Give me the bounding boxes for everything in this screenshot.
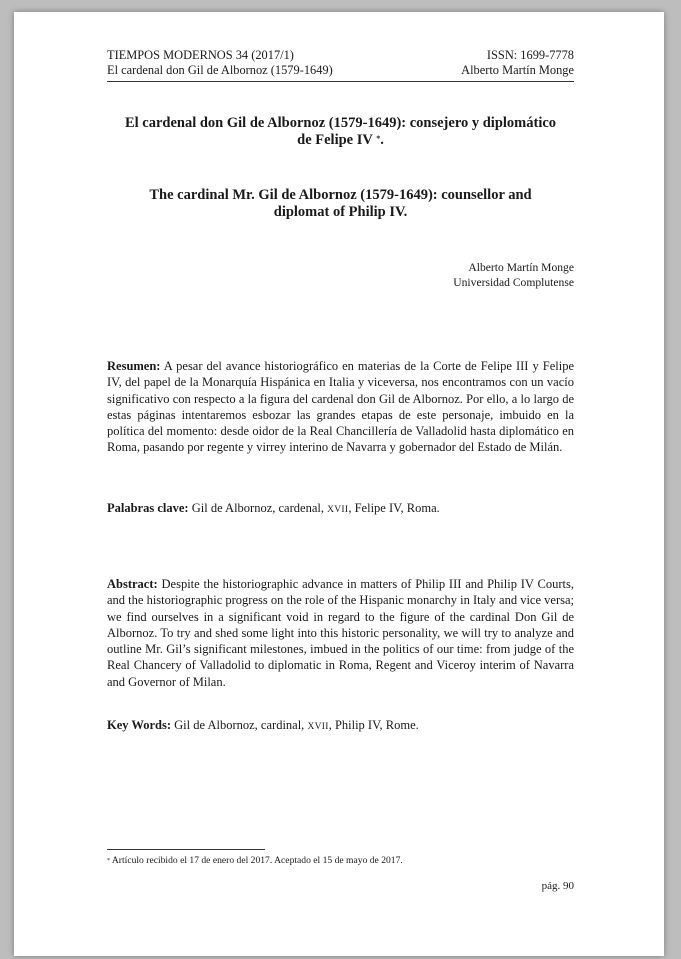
title-english-line1: The cardinal Mr. Gil de Albornoz (1579-1649): counsellor and (149, 187, 532, 203)
journal-name: TIEMPOS MODERNOS 34 (2017/1) (107, 48, 294, 62)
page-number: pág. 90 (541, 880, 574, 892)
author-affiliation: Universidad Complutense (453, 276, 574, 289)
resumen-paragraph (107, 358, 574, 456)
author-name: Alberto Martín Monge (468, 261, 574, 274)
issn: ISSN: 1699-7778 (486, 48, 574, 62)
title-spanish-line2: de Felipe IV *. (297, 132, 384, 148)
footnote-rule (107, 849, 265, 850)
palabras-century: XVII (327, 505, 349, 515)
author-block (107, 260, 574, 290)
resumen-text: A pesar del avance historiográfico en materias de la Corte de Felipe III y Felipe IV, del papel de la Monarquía Hispánica en Italia y viceversa, nos encontramos con un vacío significativo con respecto a la figura del cardenal don Gil de Albornoz. Por ello, a lo largo de estas páginas intentaremos esbozar las grandes etapas de este personaje, imbuido en la política del momento: desde oidor de la Real Chancillería de Valladolid hasta diplomático en Roma, pasando por regente y virrey interino de Navarra y gobernador del Estado de Milán. (107, 359, 574, 455)
keywords-label: Key Words: (107, 718, 172, 732)
header-rule (107, 81, 574, 82)
key-words (107, 717, 574, 735)
running-author: Alberto Martín Monge (461, 63, 574, 77)
abstract-text: Despite the historiographic advance in matters of Philip III and Philip IV Courts, and the historiographic progress on the role of the Hispanic monarchy in Italy and vice versa; we find ourselves in a significant void in regard to the figure of the cardinal Don Gil de Albornoz. To try and shed some light into this historic personality, we will try to analyze and outline Mr. Gil’s significant milestones, imbued in the politics of our time: from judge of the Real Chancery of Valladolid to diplomatic in Roma, Regent and Viceroy interim of Navarra and Governor of Milan. (107, 577, 574, 689)
title-english (107, 187, 574, 221)
resumen-label: Resumen: (107, 359, 161, 373)
abstract-label: Abstract: (107, 577, 158, 591)
palabras-text-pre: Gil de Albornoz, cardenal, (191, 501, 324, 515)
title-english-line2: diplomat of Philip IV. (273, 204, 408, 220)
footnote-text: Artículo recibido el 17 de enero del 2017. Aceptado el 15 de mayo de 2017. (111, 855, 403, 866)
palabras-text-post: , Felipe IV, Roma. (348, 501, 440, 515)
footnote-mark[interactable]: * (376, 134, 381, 143)
keywords-text-pre: Gil de Albornoz, cardinal, (174, 718, 305, 732)
keywords-century: XVII (307, 722, 329, 732)
footnote (107, 855, 574, 867)
running-header (107, 48, 574, 78)
title-spanish (107, 115, 574, 149)
palabras-label: Palabras clave: (107, 501, 189, 515)
running-title: El cardenal don Gil de Albornoz (1579-1649) (107, 63, 333, 77)
page (14, 12, 664, 956)
palabras-clave (107, 500, 574, 518)
keywords-text-post: , Philip IV, Rome. (328, 718, 419, 732)
title-spanish-line1: El cardenal don Gil de Albornoz (1579-1649): consejero y diplomático (124, 115, 557, 131)
footnote-marker: * (107, 858, 110, 864)
abstract-paragraph (107, 576, 574, 690)
